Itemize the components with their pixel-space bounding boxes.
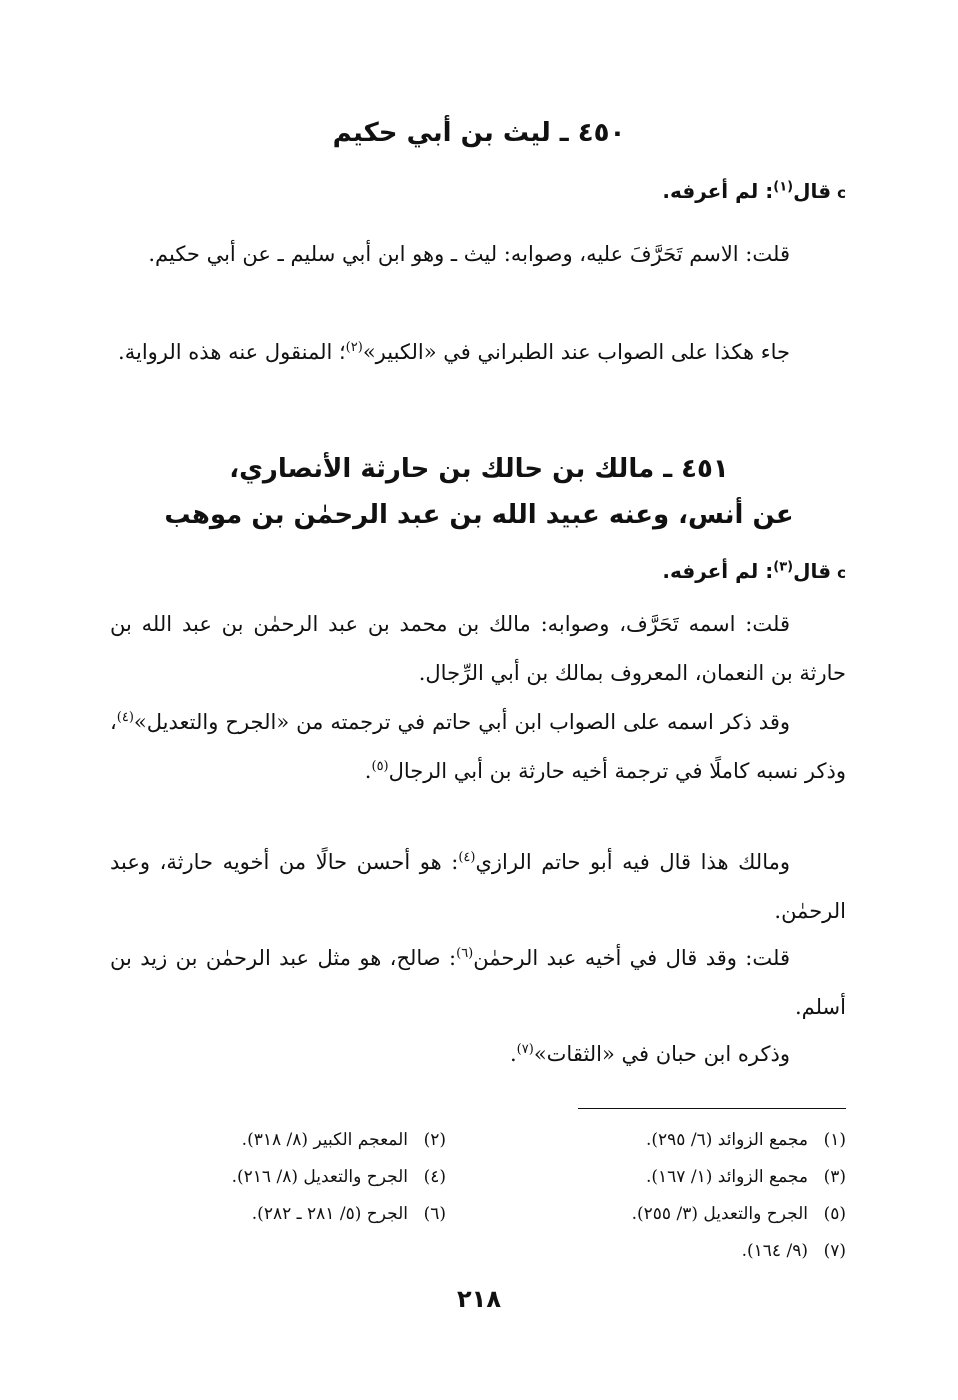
footnote-number: (٤)	[423, 1167, 446, 1187]
footnote-number: (٥)	[823, 1204, 846, 1224]
footnote-ref: (٧)	[516, 1042, 534, 1057]
footnote-separator	[578, 1108, 846, 1109]
footnote-text: (٩/ ١٦٤).	[741, 1241, 808, 1261]
qal-symbol: c	[837, 564, 846, 582]
footnote-ref: (٤)	[458, 850, 476, 865]
footnote-3	[632, 1159, 846, 1196]
footnote-ref: (٦)	[456, 946, 474, 961]
paragraph-text: ؛ المنقول عنه هذه الرواية.	[118, 340, 346, 364]
footnote-ref: (٥)	[371, 759, 389, 774]
entry-451-paragraph-1: قلت: اسمه تَحَرَّف، وصوابه: مالك بن محمد بن عبد الرحمٰن بن عبد الله بن حارثة بن النعمان، المعروف بمالك بن أبي الرِّجال.	[110, 612, 846, 685]
footnote-5	[632, 1196, 846, 1233]
paragraph-text: قلت: وقد قال في أخيه عبد الرحمٰن	[473, 946, 790, 970]
footnote-text: مجمع الزوائد (١/ ١٦٧).	[646, 1167, 808, 1187]
footnotes-right-column	[632, 1122, 846, 1270]
entry-451-paragraph-2	[110, 698, 846, 796]
paragraph-text: : صالح، هو مثل عبد الرحمٰن بن زيد بن أسلم.	[110, 946, 846, 1019]
entry-451-heading-line-2: عن أنس، وعنه عبيد الله بن عبد الرحمٰن بن موهب	[164, 500, 794, 530]
qal-text: : لم أعرفه.	[662, 559, 774, 583]
entry-451-paragraph-5	[110, 1030, 846, 1079]
footnote-2	[232, 1122, 446, 1159]
paragraph-text: وذكره ابن حبان في «الثقات»	[533, 1042, 790, 1066]
footnote-text: الجرح والتعديل (٨/ ٢١٦).	[231, 1167, 408, 1187]
qal-word: قال	[793, 559, 832, 583]
paragraph-text: وقد ذكر اسمه على الصواب ابن أبي حاتم في ترجمته من «الجرح والتعديل»	[133, 710, 790, 734]
paragraph-text: جاء هكذا على الصواب عند الطبراني في «الكبير»	[362, 340, 790, 364]
footnote-ref: (٢)	[345, 340, 363, 355]
footnotes-left-column	[232, 1122, 446, 1233]
footnote-ref: (٤)	[116, 710, 134, 725]
footnote-ref: (١)	[773, 179, 794, 195]
entry-451-heading-line-1: ٤٥١ ـ مالك بن حالك بن حارثة الأنصاري،	[229, 454, 729, 484]
footnote-4	[232, 1159, 446, 1196]
footnote-number: (٧)	[823, 1241, 846, 1261]
footnote-number: (٣)	[823, 1167, 846, 1187]
footnote-ref: (٣)	[773, 559, 794, 575]
footnote-number: (١)	[823, 1130, 846, 1150]
footnote-text: المعجم الكبير (٨/ ٣١٨).	[241, 1130, 408, 1150]
footnote-number: (٢)	[423, 1130, 446, 1150]
entry-451-qal	[662, 556, 846, 588]
paragraph-text: : هو أحسن حالًا من أخويه حارثة، وعبد الرحمٰن.	[110, 850, 846, 923]
footnote-number: (٦)	[423, 1204, 446, 1224]
footnote-7	[632, 1233, 846, 1270]
page-number: ٢١٨	[457, 1285, 501, 1313]
entry-450-heading: ٤٥٠ ـ ليث بن أبي حكيم	[332, 118, 626, 148]
entry-450-paragraph-1: قلت: الاسم تَحَرَّفَ عليه، وصوابه: ليث ـ وهو ابن أبي سليم ـ عن أبي حكيم.	[148, 242, 790, 266]
paragraph-text: .	[364, 759, 372, 783]
qal-text: : لم أعرفه.	[662, 179, 774, 203]
paragraph-text: ومالك هذا قال فيه أبو حاتم الرازي	[475, 850, 790, 874]
footnote-text: مجمع الزوائد (٦/ ٢٩٥).	[646, 1130, 808, 1150]
footnote-6	[232, 1196, 446, 1233]
footnote-text: الجرح والتعديل (٣/ ٢٥٥).	[631, 1204, 808, 1224]
entry-451-paragraph-4	[110, 934, 846, 1032]
paragraph-text: ، وذكر نسبه كاملًا في ترجمة أخيه حارثة بن أبي الرجال	[110, 710, 846, 783]
footnote-text: الجرح (٥/ ٢٨١ ـ ٢٨٢).	[251, 1204, 408, 1224]
qal-word: قال	[793, 179, 832, 203]
entry-451-paragraph-3	[110, 838, 846, 936]
footnote-1	[632, 1122, 846, 1159]
entry-450-paragraph-2	[110, 328, 846, 377]
qal-symbol: c	[837, 184, 846, 202]
paragraph-text: .	[509, 1042, 517, 1066]
entry-450-qal	[662, 176, 846, 208]
